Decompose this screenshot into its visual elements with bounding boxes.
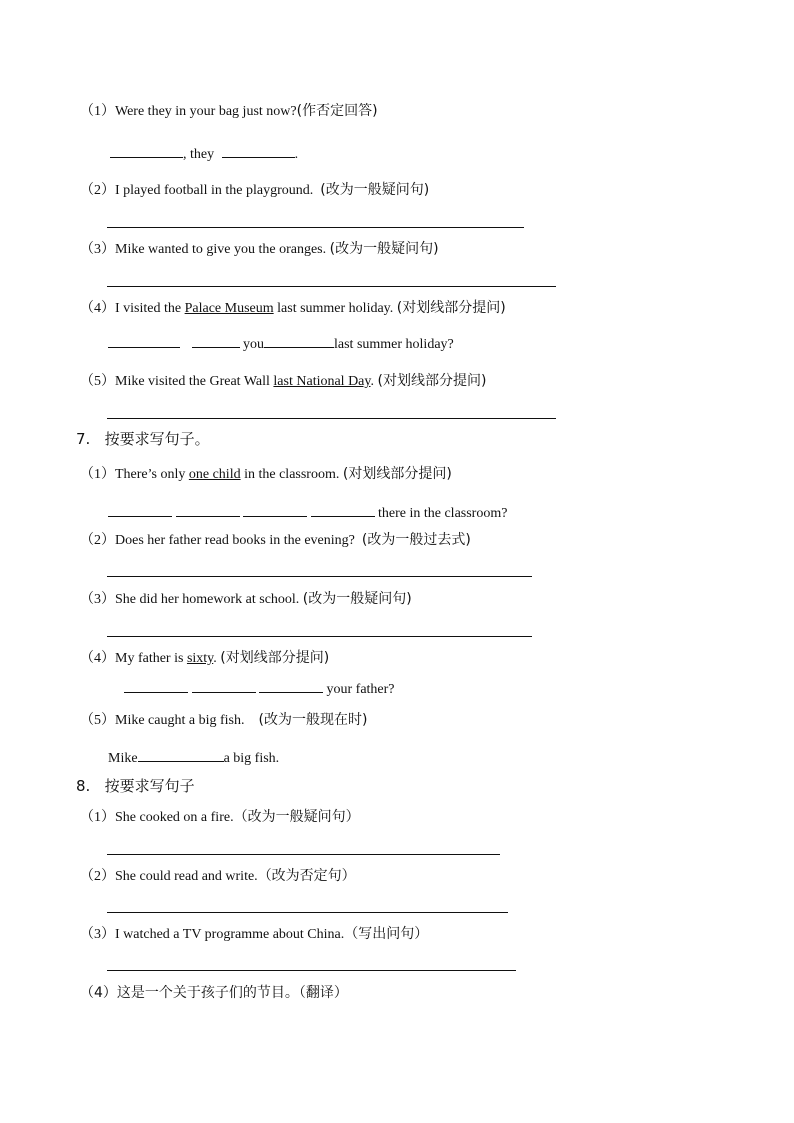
question-text: in the classroom. <box>244 467 340 482</box>
answer-blank[interactable] <box>110 144 183 158</box>
instruction: (作否定回答) <box>296 103 378 119</box>
question-text: Mike wanted to give you the oranges. <box>115 242 327 257</box>
question-6-1 <box>80 102 378 121</box>
question-7-2 <box>80 531 471 550</box>
question-number: （1） <box>80 104 115 119</box>
question-6-2 <box>80 181 429 200</box>
underlined-phrase: one child <box>188 467 241 482</box>
answer-blank[interactable] <box>311 503 375 517</box>
question-number: （3） <box>80 592 115 607</box>
question-6-4 <box>80 299 506 318</box>
question-text: . <box>370 374 374 389</box>
question-number: （5） <box>80 374 115 389</box>
answer-blank[interactable] <box>124 679 188 693</box>
answer-text: . <box>294 147 299 162</box>
answer-blank[interactable] <box>108 334 180 348</box>
question-text: last summer holiday. <box>277 301 394 316</box>
question-8-4 <box>80 984 348 1002</box>
instruction: （写出问句） <box>344 926 429 942</box>
question-number: （3） <box>80 242 115 257</box>
answer-text: , they <box>183 147 215 162</box>
instruction: (改为一般过去式) <box>361 532 471 548</box>
instruction: （改为否定句） <box>257 868 356 884</box>
question-number: （1） <box>80 810 115 825</box>
underlined-phrase: Palace Museum <box>184 301 274 316</box>
answer-text: a big fish. <box>223 751 280 766</box>
question-text: Mike visited the Great Wall <box>115 374 270 389</box>
question-text: 这是一个关于孩子们的节目。 <box>116 985 299 1001</box>
answer-line[interactable] <box>107 227 524 228</box>
section-8-heading: 8. 按要求写句子 <box>76 777 195 795</box>
instruction: (对划线部分提问) <box>377 373 487 389</box>
question-text: Mike caught a big fish. <box>115 713 245 728</box>
question-number: （5） <box>80 713 115 728</box>
question-7-5 <box>80 711 367 730</box>
section-7-heading: 7. 按要求写句子。 <box>76 430 210 448</box>
answer-blank[interactable] <box>138 748 224 762</box>
instruction: (对划线部分提问) <box>342 466 452 482</box>
question-number: （2） <box>80 533 115 548</box>
question-number: （4） <box>80 301 115 316</box>
question-number: （1） <box>80 467 115 482</box>
question-6-3 <box>80 240 439 259</box>
answer-text: Mike <box>108 751 138 766</box>
answer-blank[interactable] <box>176 503 240 517</box>
answer-line[interactable] <box>107 912 508 913</box>
question-text: Does her father read books in the evening? <box>115 533 355 548</box>
answer-text: your father? <box>326 682 395 697</box>
answer-6-1 <box>110 144 298 164</box>
instruction: （改为一般疑问句） <box>233 809 360 825</box>
instruction: (对划线部分提问) <box>396 300 506 316</box>
question-text: I visited the <box>115 301 182 316</box>
question-8-3 <box>80 925 428 944</box>
answer-text: you <box>243 337 264 352</box>
instruction: (改为一般疑问句) <box>329 241 439 257</box>
instruction: （翻译） <box>298 985 348 1001</box>
answer-line[interactable] <box>107 970 516 971</box>
answer-blank[interactable] <box>222 144 295 158</box>
question-7-4 <box>80 649 329 668</box>
answer-line[interactable] <box>107 576 532 577</box>
instruction: (改为一般现在时) <box>258 712 368 728</box>
instruction: (对划线部分提问) <box>220 650 330 666</box>
answer-line[interactable] <box>107 286 556 287</box>
question-number: （4） <box>80 985 117 1001</box>
question-text: I played football in the playground. <box>115 183 314 198</box>
answer-blank[interactable] <box>192 679 256 693</box>
question-number: （2） <box>80 183 115 198</box>
question-text: She did her homework at school. <box>115 592 300 607</box>
answer-line[interactable] <box>107 636 532 637</box>
question-number: （3） <box>80 927 115 942</box>
question-number: （4） <box>80 651 115 666</box>
question-text: My father is <box>115 651 184 666</box>
answer-7-5 <box>108 748 279 768</box>
question-text: . <box>213 651 217 666</box>
question-text: She could read and write. <box>115 869 258 884</box>
underlined-phrase: last National Day <box>273 374 371 389</box>
question-text: She cooked on a fire. <box>115 810 234 825</box>
question-text: There’s only <box>115 467 186 482</box>
answer-text: last summer holiday? <box>334 337 454 352</box>
answer-7-4 <box>124 679 395 699</box>
question-8-2 <box>80 867 356 886</box>
instruction: (改为一般疑问句) <box>302 591 412 607</box>
answer-6-4 <box>108 334 454 354</box>
question-number: （2） <box>80 869 115 884</box>
answer-blank[interactable] <box>259 679 323 693</box>
question-text: I watched a TV programme about China. <box>115 927 345 942</box>
question-7-3 <box>80 590 412 609</box>
answer-text: there in the classroom? <box>378 506 508 521</box>
answer-line[interactable] <box>107 854 500 855</box>
question-text: Were they in your bag just now? <box>115 104 297 119</box>
question-6-5 <box>80 372 486 391</box>
answer-blank[interactable] <box>192 334 240 348</box>
answer-line[interactable] <box>107 418 556 419</box>
answer-blank[interactable] <box>264 334 334 348</box>
answer-7-1 <box>108 503 507 523</box>
instruction: (改为一般疑问句) <box>320 182 430 198</box>
underlined-phrase: sixty <box>186 651 214 666</box>
answer-blank[interactable] <box>108 503 172 517</box>
answer-blank[interactable] <box>243 503 307 517</box>
question-8-1 <box>80 808 360 827</box>
question-7-1 <box>80 465 452 484</box>
